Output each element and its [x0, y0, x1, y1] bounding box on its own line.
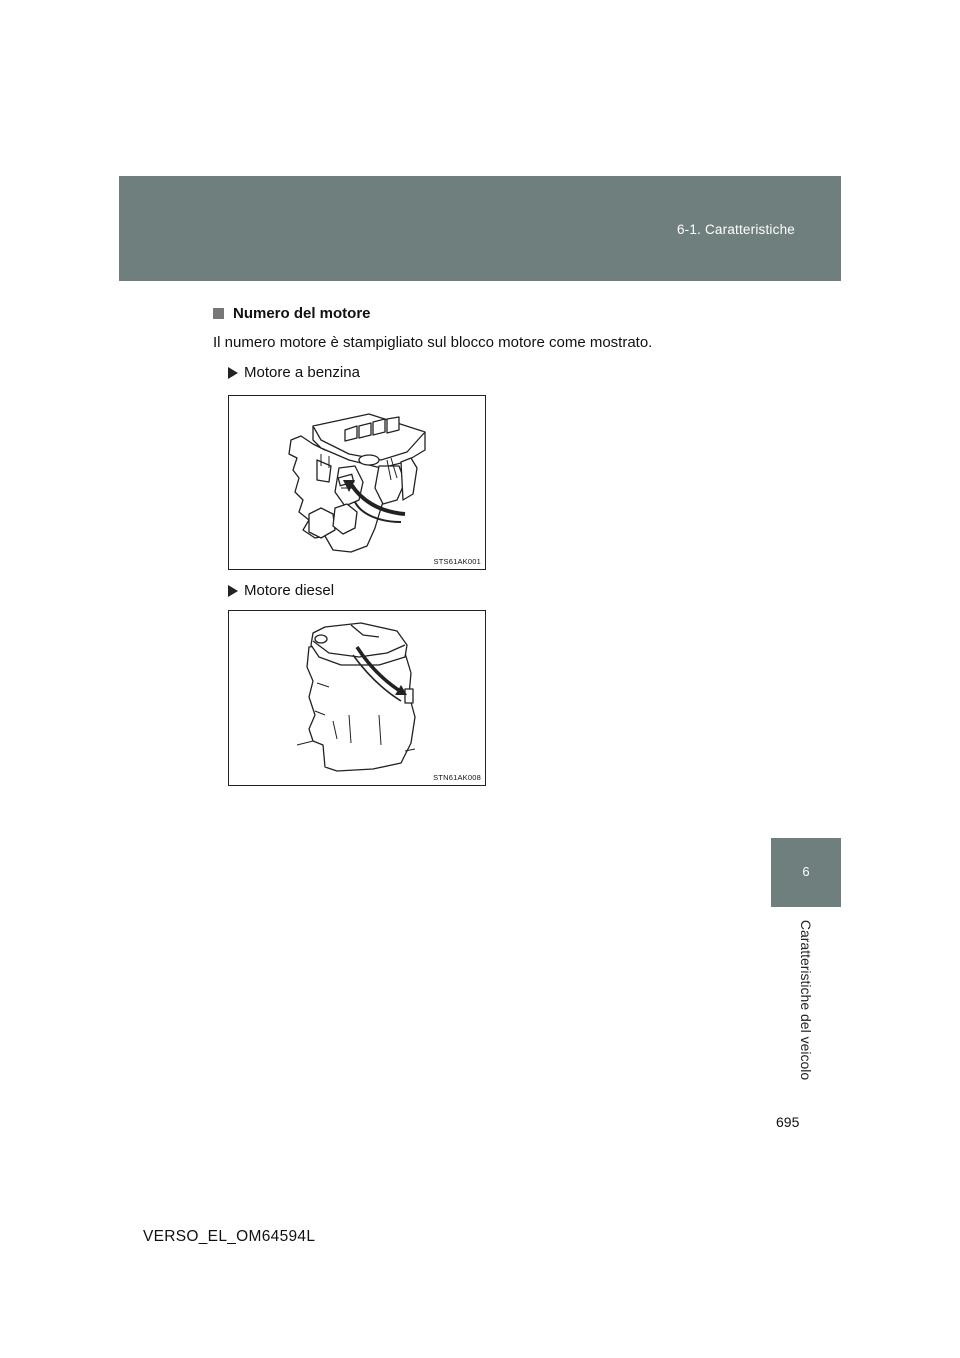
page-number: 695 [776, 1114, 800, 1130]
bullet-diesel-engine [228, 582, 334, 599]
bullet-label: Motore diesel [244, 582, 335, 599]
triangle-bullet-icon [228, 367, 238, 379]
intro-text: Il numero motore è stampigliato sul blocco motore come mostrato. [213, 334, 653, 351]
chapter-number: 6 [802, 864, 810, 879]
triangle-bullet-icon [228, 585, 238, 597]
petrol-engine-illustration [229, 396, 485, 569]
header-band [119, 176, 841, 281]
figure-code: STS61AK001 [433, 557, 481, 566]
heading-text: Numero del motore [233, 305, 371, 322]
figure-code: STN61AK008 [433, 773, 481, 782]
document-code: VERSO_EL_OM64594L [143, 1228, 316, 1245]
diesel-engine-illustration [229, 611, 485, 785]
chapter-tab [771, 838, 841, 907]
chapter-title: Caratteristiche del veicolo [798, 919, 814, 1081]
square-bullet-icon [213, 308, 224, 319]
petrol-engine-figure [228, 395, 486, 570]
bullet-label: Motore a benzina [244, 364, 360, 381]
diesel-engine-figure [228, 610, 486, 786]
section-heading [213, 305, 371, 322]
section-title: 6-1. Caratteristiche [676, 222, 795, 237]
bullet-petrol-engine [228, 364, 360, 381]
